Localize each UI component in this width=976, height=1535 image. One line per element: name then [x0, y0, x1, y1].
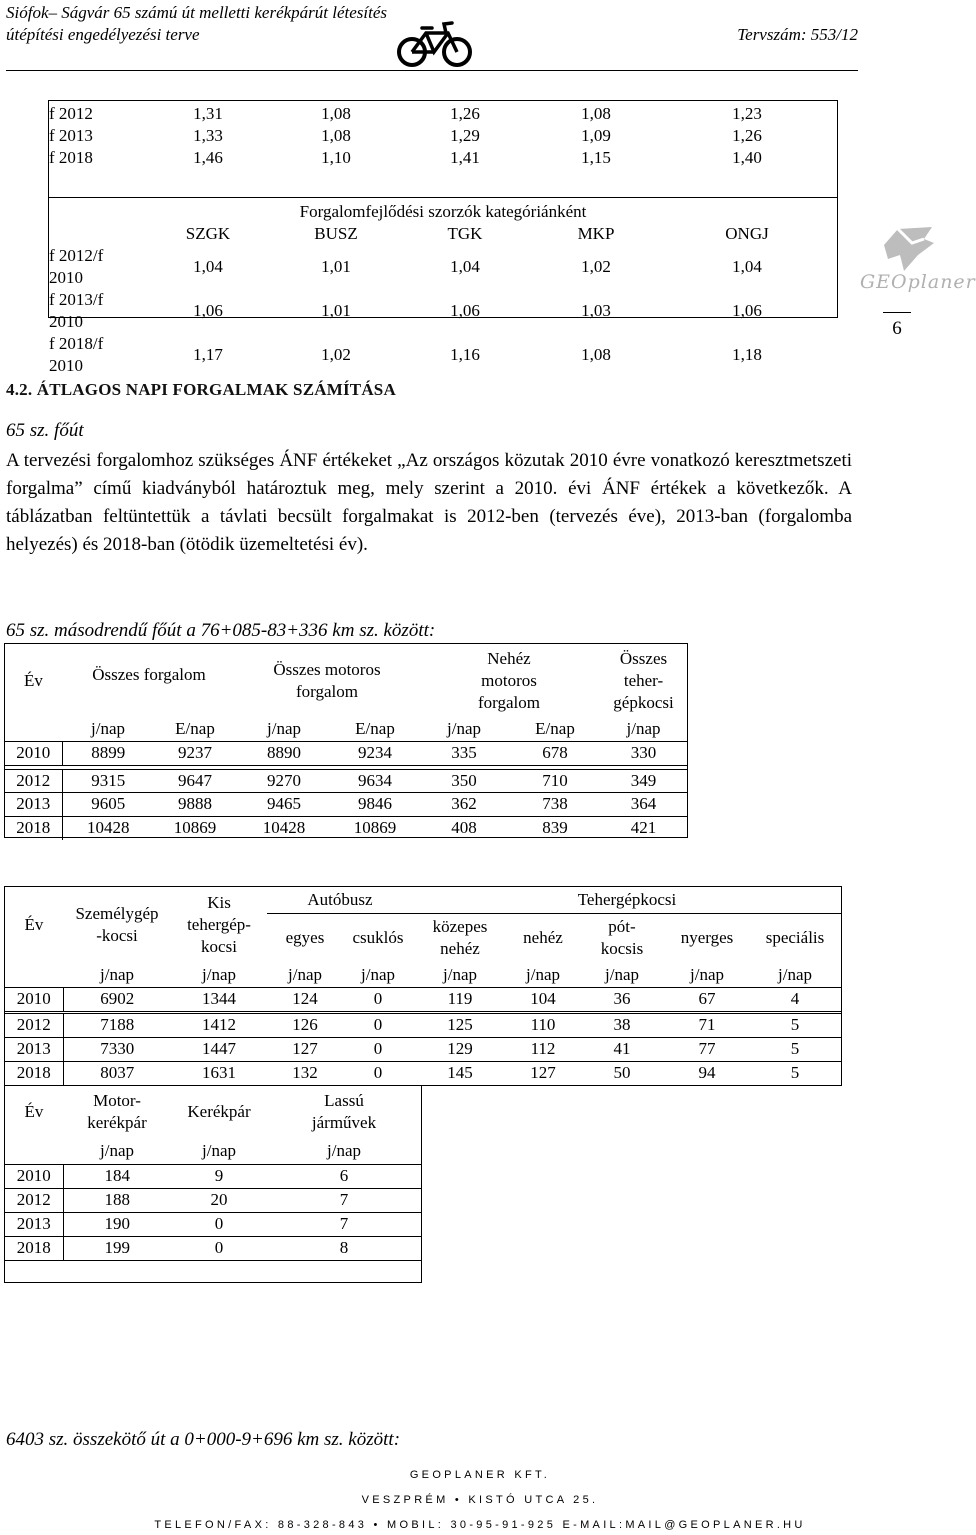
- col-header-teher: Tehergépkocsi: [413, 887, 841, 913]
- future-factor-table: [49, 103, 837, 169]
- plan-number: Tervszám: 553/12: [737, 25, 858, 44]
- section-heading: 4.2. ÁTLAGOS NAPI FORGALMAK SZÁMÍTÁSA: [6, 380, 396, 399]
- col-header-nehez: Nehéz motoros forgalom: [477, 648, 540, 712]
- table-row: f 2012/f 2010 1,04 1,01 1,04 1,02 1,04: [49, 246, 762, 287]
- table-row: f 2013/f 2010 1,06 1,01 1,06 1,03 1,06: [49, 290, 762, 331]
- table-row: 2012 9315 9647 9270 9634 350 710 349: [5, 769, 687, 792]
- col-header-nyerges: nyerges: [680, 928, 734, 948]
- table-row: f 2018/f 2010 1,17 1,02 1,16 1,08 1,18: [49, 334, 762, 375]
- unit-row: j/nap j/nap j/nap: [100, 1140, 361, 1160]
- table-row: f 2018 1,46 1,10 1,41 1,15 1,40: [49, 148, 762, 167]
- col-header-osszes: Összes forgalom: [92, 664, 206, 684]
- footer-address: VESZPRÉM • KISTÓ UTCA 25.: [361, 1494, 599, 1506]
- table-row: 2010 8899 9237 8890 9234 335 678 330: [5, 741, 687, 765]
- table-row: 2018 199 0 8: [5, 1236, 421, 1260]
- table-divider: [49, 197, 837, 198]
- slow-vehicle-table: [5, 1086, 421, 1261]
- footer-company: GEOPLANER KFT.: [409, 1469, 551, 1481]
- table-row: f 2013 1,33 1,08 1,29 1,09 1,26: [49, 126, 762, 145]
- table-row: 2013 190 0 7: [5, 1212, 421, 1236]
- table-row: 2013 9605 9888 9465 9846 362 738 364: [5, 792, 687, 816]
- header-title: [6, 2, 387, 46]
- category-factor-title: Forgalomfejlődési szorzók kategóriánként: [299, 202, 587, 221]
- table-row: 2013 7330 1447 127 0 129 112 41 77 5: [5, 1037, 841, 1061]
- anf-table: [5, 644, 687, 840]
- table-row: f 2012 1,31 1,08 1,26 1,08 1,23: [49, 104, 762, 123]
- col-header-ev: Év: [24, 1102, 44, 1121]
- table-row: 2012 7188 1412 126 0 125 110 38 71 5: [5, 1013, 841, 1037]
- col-header-lassu: Lassú járművek: [311, 1091, 377, 1132]
- table-row: 2018 10428 10869 10428 10869 408 839 421: [5, 816, 687, 840]
- intro-paragraph: A tervezési forgalomhoz szükséges ÁNF értékeket „Az országos közutak 2010 évre vonatkozó keresztmetszeti forgalma” című kiadványból határoztuk meg, mely szerint a 2010. évi ÁNF értékek a következők. A táblázatban feltüntettük a távlati becsült forgalmakat is 2012-ben (tervezés éve), 2013-ban (forgalomba helyezés) és 2018-ban (ötödik üzemeltetési év).: [6, 450, 852, 555]
- geoplaner-logo: [858, 225, 976, 305]
- table-row: 2012 188 20 7: [5, 1188, 421, 1212]
- col-header-csuklos: csuklós: [352, 928, 404, 948]
- page-number: 6: [892, 318, 902, 339]
- col-header-ev: Év: [24, 670, 43, 690]
- geoplaner-logo-text: GEOplaner: [860, 271, 976, 293]
- col-header-teher: Összes teher-gépkocsi: [613, 648, 674, 712]
- footer-contact: TELEFON/FAX: 88-328-843 • MOBIL: 30-95-91-925 E-MAIL:MAIL@GEOPLANER.HU: [154, 1519, 806, 1531]
- header-title-line2: útépítési engedélyezési terve: [6, 25, 200, 44]
- table-row: 2018 8037 1631 132 0 145 127 50 94 5: [5, 1061, 841, 1085]
- road-subheading-6403: 6403 sz. összekötő út a 0+000-9+696 km sz. között:: [6, 1429, 401, 1450]
- bicycle-icon: [396, 18, 474, 68]
- road-subheading: 65 sz. másodrendű főút a 76+085-83+336 km sz. között:: [6, 620, 436, 641]
- road-label: 65 sz. főút: [6, 420, 84, 441]
- col-header-egyes: egyes: [285, 928, 325, 948]
- col-header-specialis: speciális: [765, 928, 825, 948]
- header-rule: [6, 70, 858, 71]
- vehicle-table: [5, 887, 841, 1085]
- col-header-kis: Kis tehergép-kocsi: [187, 893, 251, 956]
- col-header-autobusz: Autóbusz: [267, 887, 413, 913]
- col-header-szemely: Személygép -kocsi: [75, 904, 159, 945]
- col-header-motor: Motor-kerékpár: [87, 1091, 147, 1132]
- anf-table-box: [4, 643, 688, 838]
- col-header-nehez: nehéz: [523, 928, 563, 948]
- table-row: 2010 184 9 6: [5, 1164, 421, 1188]
- col-header-pot: pót-kocsis: [600, 917, 644, 959]
- page-number-rule: [883, 312, 911, 313]
- slow-vehicle-table-box: [4, 1085, 422, 1283]
- table-header-row: SZGK BUSZ TGK MKP ONGJ: [185, 224, 769, 243]
- header-title-line1: Siófok– Ságvár 65 számú út melletti kerékpárút létesítés: [6, 3, 388, 22]
- col-header-kozepes: közepes nehéz: [432, 917, 488, 959]
- table-row: 2010 6902 1344 124 0 119 104 36 67 4: [5, 987, 841, 1011]
- col-header-kerekpar: Kerékpár: [187, 1102, 251, 1121]
- unit-row: j/nap E/nap j/nap E/nap j/nap E/nap j/nap: [91, 718, 661, 738]
- geoplaner-mark-icon: [878, 225, 938, 273]
- col-header-ev: Év: [24, 915, 44, 934]
- vehicle-table-box: [4, 886, 842, 1086]
- category-factor-table: [49, 201, 837, 377]
- unit-row: j/nap j/nap j/nap j/nap j/nap j/nap j/nap j/nap j/nap: [100, 964, 812, 984]
- col-header-motoros: Összes motoros forgalom: [273, 659, 381, 701]
- growth-factor-box: [48, 100, 838, 375]
